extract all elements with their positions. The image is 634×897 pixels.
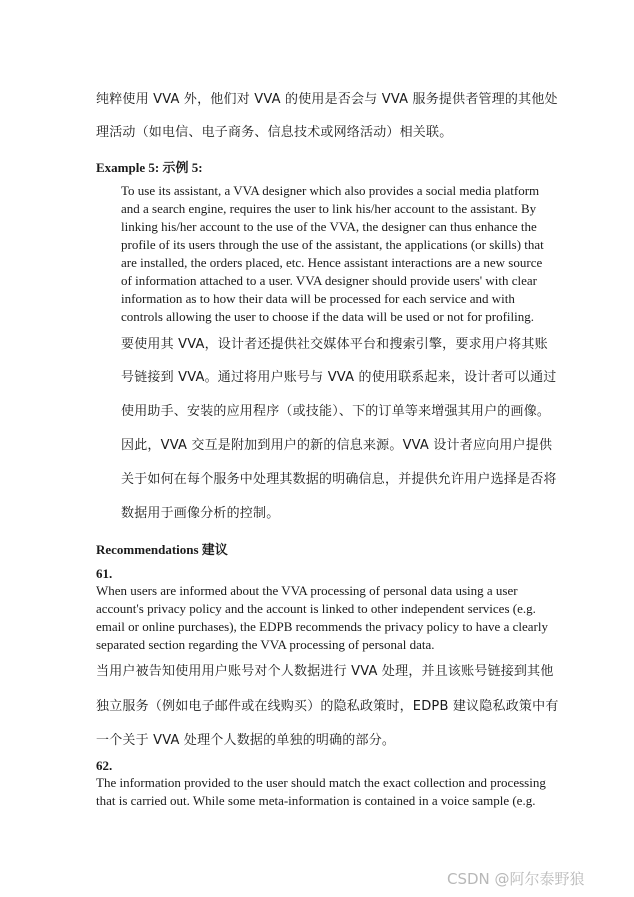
example-5-heading: Example 5: 示例 5: [96, 160, 203, 175]
example-5-zh-line-5: 关于如何在每个服务中处理其数据的明确信息，并提供允许用户选择是否将 [121, 472, 557, 487]
recommendation-61-en-line-2: account's privacy policy and the account is linked to other independent services (e.g. [96, 601, 536, 616]
example-5-en-line-8: controls allowing the user to choose if the data will be used or not for profiling. [121, 309, 535, 324]
example-5-en-line-5: are installed, the orders placed, etc. Hence assistant interactions are a new source [121, 255, 543, 270]
example-5-en-line-2: and a search engine, requires the user to link his/her account to the assistant. By [121, 201, 537, 216]
intro-line-1: 纯粹使用 VVA 外，他们对 VVA 的使用是否会与 VVA 服务提供者管理的其他处 [96, 92, 558, 107]
example-5-en-line-1: To use its assistant, a VVA designer which also provides a social media platform [121, 183, 540, 198]
example-5-en-line-4: profile of its users through the use of the assistant, the applications (or skills) that [121, 237, 544, 252]
example-5-en-line-3: linking his/her account to the use of the VVA, the designer can thus enhance the [121, 219, 537, 234]
recommendation-61-zh-line-3: 一个关于 VVA 处理个人数据的单独的明确的部分。 [96, 733, 396, 748]
recommendation-61-zh-line-2: 独立服务（例如电子邮件或在线购买）的隐私政策时，EDPB 建议隐私政策中有 [96, 699, 559, 714]
recommendation-62-number: 62. [96, 758, 113, 773]
recommendations-heading: Recommendations 建议 [96, 542, 228, 557]
csdn-watermark: CSDN @阿尔泰野狼 [447, 870, 585, 888]
recommendation-61-zh-line-1: 当用户被告知使用用户账号对个人数据进行 VVA 处理，并且该账号链接到其他 [96, 664, 554, 679]
recommendation-61-en-line-3: email or online purchases), the EDPB recommends the privacy policy to have a clearly [96, 619, 548, 634]
example-5-en-line-7: information as to how their data will be processed for each service and with [121, 291, 515, 306]
recommendation-62-en-line-1: The information provided to the user should match the exact collection and processing [96, 775, 546, 790]
example-5-zh-line-4: 因此，VVA 交互是附加到用户的新的信息来源。VVA 设计者应向用户提供 [121, 438, 553, 453]
recommendation-62-en-line-2: that is carried out. While some meta-information is contained in a voice sample (e.g. [96, 793, 536, 808]
recommendation-61-en-line-1: When users are informed about the VVA processing of personal data using a user [96, 583, 518, 598]
example-5-zh-line-2: 号链接到 VVA。通过将用户账号与 VVA 的使用联系起来，设计者可以通过 [121, 370, 557, 385]
recommendation-61-number: 61. [96, 566, 113, 581]
intro-line-2: 理活动（如电信、电子商务、信息技术或网络活动）相关联。 [96, 125, 453, 140]
example-5-zh-line-1: 要使用其 VVA，设计者还提供社交媒体平台和搜索引擎，要求用户将其账 [121, 337, 548, 352]
example-5-zh-line-6: 数据用于画像分析的控制。 [121, 506, 280, 521]
example-5-zh-line-3: 使用助手、安装的应用程序（或技能）、下的订单等来增强其用户的画像。 [121, 404, 551, 419]
example-5-en-line-6: of information attached to a user. VVA designer should provide users' with clear [121, 273, 537, 288]
recommendation-61-en-line-4: separated section regarding the VVA processing of personal data. [96, 637, 435, 652]
